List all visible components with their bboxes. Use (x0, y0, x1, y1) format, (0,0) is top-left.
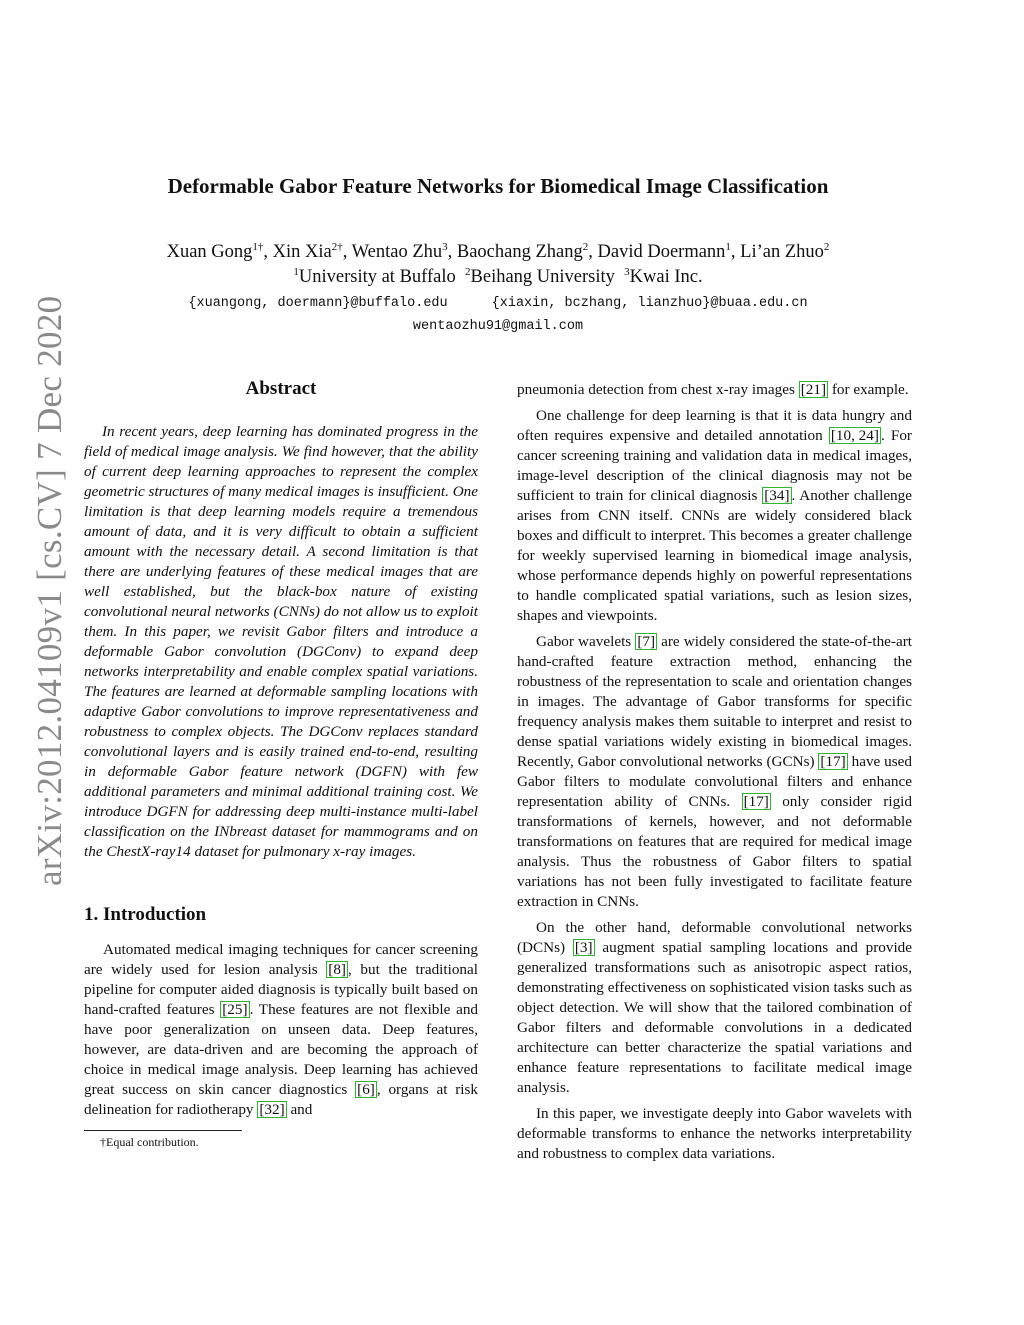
citation-link[interactable]: [10, 24] (830, 427, 879, 444)
citation-link[interactable]: [8] (328, 961, 346, 978)
citation-link[interactable]: [32] (259, 1101, 285, 1118)
affiliation-marker: 3 (624, 265, 630, 278)
citation-link[interactable]: [7] (637, 633, 656, 650)
author-name: , Baochang Zhang (447, 242, 583, 262)
abstract-text: In recent years, deep learning has dominated progress in the field of medical image analysis. We find however, that the ability of current deep learning approaches to represent the complex geometric structures of many medical images is insufficient. One limitation is that deep learning models require a tremendous amount of data, and it is very difficult to obtain a sufficient amount with the necessary detail. A second limitation is that there are underlying features of these medical images that are well established, but the black-box nature of existing convolutional neural networks (CNNs) do not allow us to exploit them. In this paper, we revisit Gabor filters and introduce a deformable Gabor convolution (DGConv) to expand deep networks interpretability and enable complex spatial variations. The features are learned at deformable sampling locations with adaptive Gabor convolutions to improve representativeness and robustness to complex objects. The DGConv replaces standard convolutional layers and is easily trained end-to-end, resulting in deformable Gabor feature network (DGFN) with few additional parameters and minimal additional training cost. We introduce DGFN for addressing deep multi-instance multi-label classification on the INbreast dataset for mammograms and on the ChestX-ray14 dataset for pulmonary x-ray images. (84, 423, 478, 860)
left-column (84, 378, 478, 1150)
intro-paragraph-gabor: Gabor wavelets [7] are widely considered the state-of-the-art hand-crafted feature extraction method, enhancing the robustness of the representation to scale and orientation changes in images. The advantage of Gabor transforms for specific frequency analysis makes them suitable to interpret and resist to dense spatial variations widely existing in biomedical images. Recently, Gabor convolutional networks (GCNs) [17] have used Gabor filters to modulate convolutional filters and enhance representation ability of CNNs. [17] only consider rigid transformations of kernels, however, and not deformable transformations on features that are required for medical image analysis. Thus the robustness of Gabor filters to spatial variations has not been fully investigated to facilitate feature extraction in CNNs. (517, 633, 912, 910)
affiliation-marker: 1 (293, 265, 299, 278)
affiliation-marker: 2 (465, 265, 471, 278)
author-marker: 1 (725, 240, 731, 253)
intro-paragraph-1: Automated medical imaging techniques for cancer screening are widely used for lesion analysis [8] , but the traditional pipeline for computer aided diagnosis is typically built based on hand-crafted features [25] . These features are not flexible and have poor generalization on unseen data. Deep features, however, are data-driven and are becoming the approach of choice in medical image analysis. Deep learning has achieved great success on skin cancer diagnostics [6] , organs at risk delineation for radiotherapy [32] and (84, 941, 479, 1118)
author-marker: 2 (823, 240, 830, 253)
affiliation-name: University at Buffalo (298, 267, 456, 287)
author-name: Xuan Gong (166, 242, 253, 262)
arxiv-identifier[interactable]: arXiv:2012.04109v1 [cs.CV] 7 Dec 2020 (30, 295, 69, 886)
author-marker: 3 (442, 240, 448, 253)
email-block (80, 292, 916, 338)
author-list (80, 240, 916, 265)
author-name: , David Doermann (588, 242, 726, 262)
citation-link[interactable]: [34] (764, 487, 790, 504)
intro-paragraph-continued: pneumonia detection from chest x-ray images [21] for example. (517, 381, 909, 398)
affiliation-name: Beihang University (470, 267, 615, 287)
author-marker: 2 (582, 240, 589, 253)
author-name: , Wentao Zhu (342, 242, 443, 262)
email-buaa[interactable]: {xiaxin, bczhang, lianzhuo}@buaa.edu.cn (491, 296, 808, 311)
intro-paragraph-challenges: One challenge for deep learning is that it is data hungry and often requires expensive and detailed annotation [10, 24] . For cancer screening training and validation data in medical images, image-level description of the clinical diagnosis may not be sufficient to train for clinical diagnosis [34] . Another challenge arises from CNN itself. CNNs are widely considered black boxes and difficult to interpret. This becomes a greater challenge for weekly supervised learning in biomedical image analysis, whose performance depends highly on powerful representations to handle complicated spatial variations, such as lesion sizes, shapes and viewpoints. (517, 407, 912, 624)
author-name: , Li’an Zhuo (730, 242, 824, 262)
citation-link[interactable]: [25] (222, 1001, 248, 1018)
citation-link[interactable]: [17] (743, 793, 769, 810)
citation-link[interactable]: [6] (357, 1081, 375, 1098)
citation-link[interactable]: [17] (820, 753, 846, 770)
email-gmail[interactable]: wentaozhu91@gmail.com (412, 319, 584, 334)
footnote-rule (84, 1130, 242, 1131)
section-heading-introduction: 1. Introduction (84, 904, 207, 925)
affiliation-name: Kwai Inc. (629, 267, 703, 287)
author-marker: 1† (252, 240, 264, 253)
author-marker: 2† (331, 240, 343, 253)
affiliation-list (80, 265, 916, 290)
author-name: , Xin Xia (263, 242, 332, 262)
author-block (80, 240, 916, 290)
right-column (517, 380, 912, 1170)
footnote-equal-contribution: †Equal contribution. (100, 1135, 199, 1149)
abstract-heading: Abstract (245, 378, 317, 399)
email-buffalo[interactable]: {xuangong, doermann}@buffalo.edu (188, 296, 448, 311)
intro-paragraph-deformable: On the other hand, deformable convolutional networks (DCNs) [3] augment spatial sampling locations and provide generalized transformations such as anisotropic aspect ratios, demonstrating effectiveness on sophisticated vision tasks such as object detection. We will show that the tailored combination of Gabor filters and deformable convolutions in a dedicated architecture can better characterize the spatial variations and enhance feature representations to facilitate medical image analysis. (517, 919, 913, 1096)
citation-link[interactable]: [3] (574, 939, 593, 956)
paper-title: Deformable Gabor Feature Networks for Biomedical Image Classification (167, 174, 829, 198)
citation-link[interactable]: [21] (800, 381, 827, 398)
intro-paragraph-this-paper: In this paper, we investigate deeply into Gabor wavelets with deformable transforms to enhance the networks interpretability and robustness to complex data variations. (517, 1105, 912, 1162)
